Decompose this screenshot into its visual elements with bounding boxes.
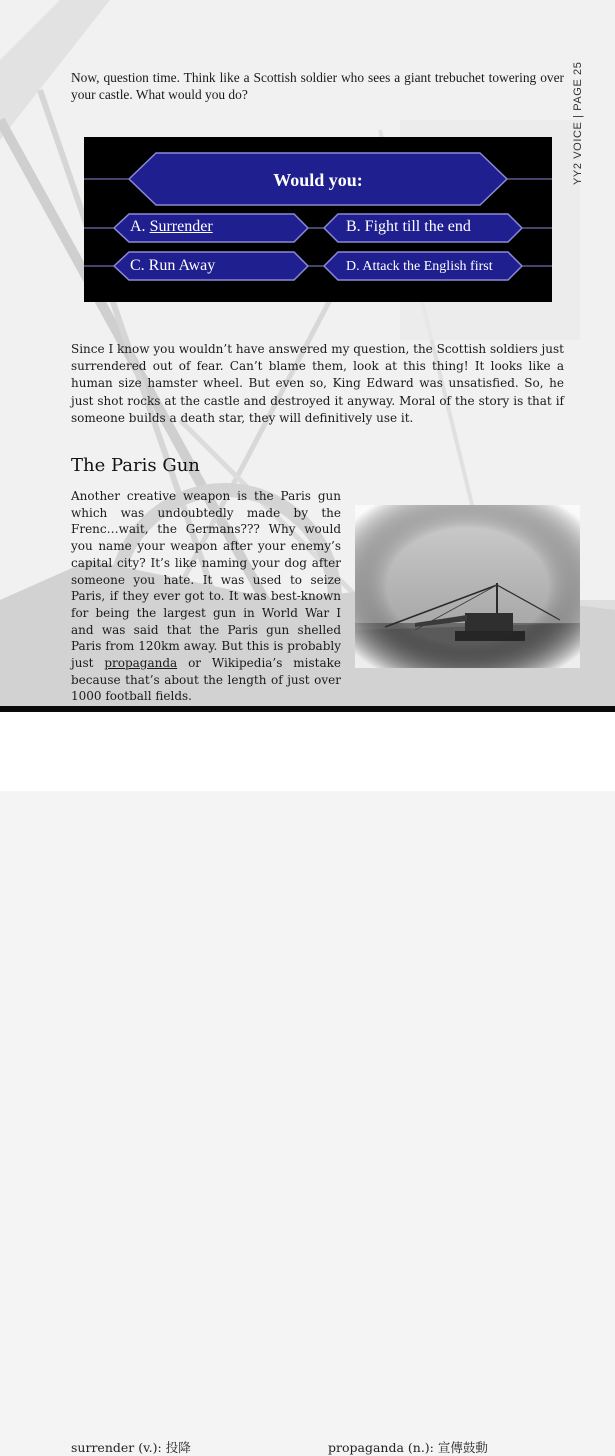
quiz-question: Would you: bbox=[273, 170, 363, 190]
quiz-option-a-label: Surrender bbox=[149, 218, 213, 235]
surrender-paragraph: Since I know you wouldn’t have answered my question, the Scottish soldiers just surrendered out of fear. Can’t blame them, look at this thing! It looks like a human size hamster wheel. But even so, King Edward was unsatisfied. So, he just shot rocks at the castle and destroyed it anyway. Moral of the story is that if someone builds a death star, they will definitively use it. bbox=[71, 342, 564, 425]
quiz-graphic bbox=[84, 137, 552, 302]
quiz-option-a-prefix: A. bbox=[130, 218, 150, 235]
propaganda-term: propaganda bbox=[104, 656, 178, 671]
glossary-footer bbox=[0, 712, 615, 1455]
paris-gun-paragraph bbox=[71, 488, 341, 705]
paris-gun-photo bbox=[355, 505, 580, 668]
intro-paragraph: Now, question time. Think like a Scottish soldier who sees a giant trebuchet towering over your castle. What would you do? bbox=[71, 70, 564, 102]
paris-gun-text-start: Another creative weapon is the Paris gun which was undoubtedly made by the Frenc…wait, the Germans??? Why would you name your weapon after your enemy’s capital city? It’s like naming your dog after someone you hate. It was used to seize Paris, if they ever got to. It was best-known for being the largest gun in World War I and was said that the Paris gun shelled Paris from 120km away. But this is probably just bbox=[71, 489, 341, 671]
paris-gun-text-end: or Wikipedia’s mistake because that’s about the length of just over 1000 football fields. bbox=[71, 656, 341, 704]
glossary-item-surrender: surrender (v.): 投降 bbox=[71, 1440, 191, 1455]
page-side-label: YY2 VOICE | PAGE 25 bbox=[572, 61, 584, 185]
quiz-option-d[interactable]: D. Attack the English first bbox=[346, 259, 493, 274]
quiz-option-c[interactable]: C. Run Away bbox=[130, 257, 216, 274]
section-heading: The Paris Gun bbox=[71, 455, 200, 476]
quiz-option-b[interactable]: B. Fight till the end bbox=[346, 218, 471, 235]
quiz-option-a[interactable] bbox=[130, 218, 213, 236]
glossary-item-propaganda: propaganda (n.): 宣傳鼓動 bbox=[328, 1440, 488, 1455]
